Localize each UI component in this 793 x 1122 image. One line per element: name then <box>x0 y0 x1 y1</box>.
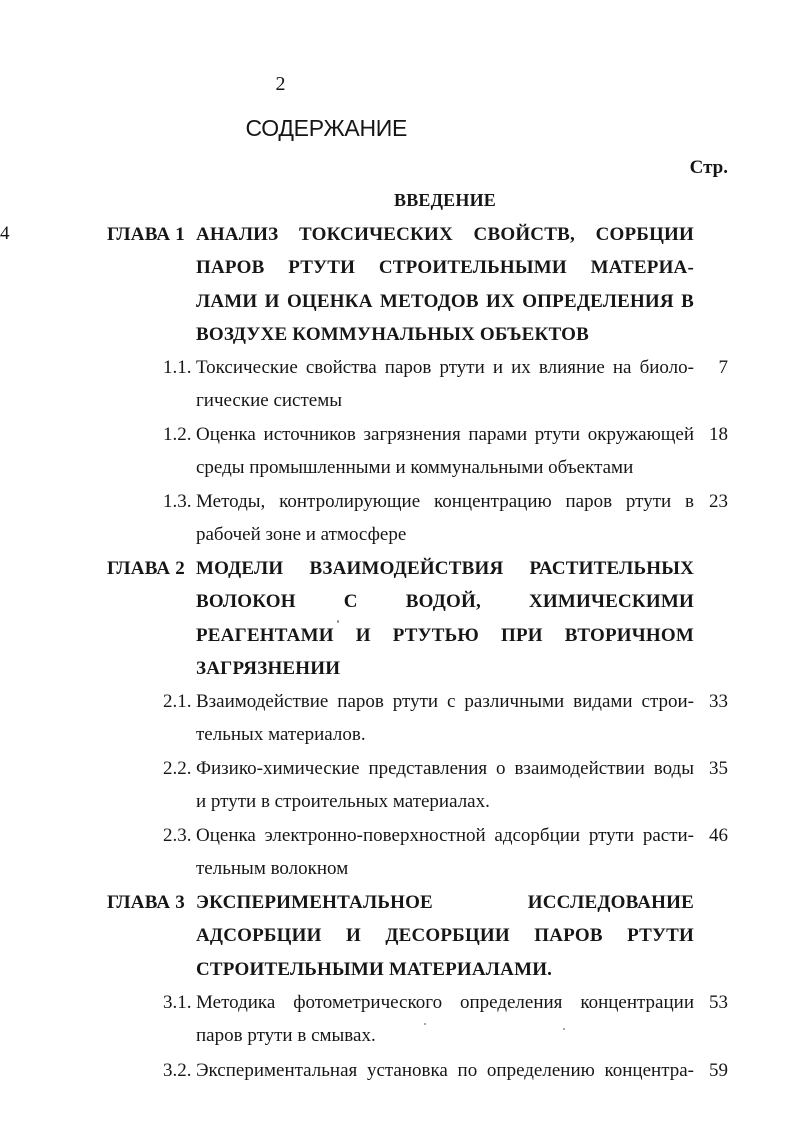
chapter-label: ГЛАВА 3 <box>107 892 185 913</box>
toc-line: паров ртути в смывах. <box>196 1025 376 1047</box>
toc-line: Оценка электронно-поверхностной адсорбции ртути расти- <box>196 825 694 846</box>
toc-entry-chapter-1 <box>0 218 793 352</box>
section-number: 1.1. <box>163 357 192 378</box>
section-page-number: 18 <box>709 424 728 445</box>
section-page-number: 46 <box>709 825 728 846</box>
toc-entry-section-1-2 <box>0 418 793 485</box>
section-page-number: 33 <box>709 691 728 712</box>
toc-line: рабочей зоне и атмосфере <box>196 524 407 546</box>
section-number: 2.3. <box>163 825 192 846</box>
toc-line: Взаимодействие паров ртути с различными видами строи- <box>196 691 694 712</box>
toc-line: Экспериментальная установка по определению концентра- <box>196 1060 694 1081</box>
section-title <box>196 351 694 418</box>
toc-line: ЛАМИ И ОЦЕНКА МЕТОДОВ ИХ ОПРЕДЕЛЕНИЯ В <box>196 290 694 312</box>
introduction-page-number: 4 <box>0 223 10 245</box>
section-title <box>196 685 694 752</box>
section-number: 3.1. <box>163 992 192 1013</box>
section-number: 1.3. <box>163 491 192 512</box>
toc-line: Оценка источников загрязнения парами ртути окружающей <box>196 424 694 445</box>
toc-entry-chapter-2 <box>0 552 793 686</box>
toc-entry-section-2-3 <box>0 819 793 886</box>
toc-line: ПАРОВ РТУТИ СТРОИТЕЛЬНЫМИ МАТЕРИА- <box>196 257 694 279</box>
toc-line: ЭКСПЕРИМЕНТАЛЬНОЕ ИССЛЕДОВАНИЕ <box>196 892 694 913</box>
section-number: 2.1. <box>163 691 192 712</box>
section-title <box>196 1054 694 1087</box>
section-page-number: 7 <box>718 357 728 378</box>
toc-line: гические системы <box>196 390 342 412</box>
toc-line: тельным волокном <box>196 858 349 880</box>
toc-entry-section-2-1 <box>0 685 793 752</box>
section-number: 2.2. <box>163 758 192 779</box>
page-title: СОДЕРЖАНИЕ <box>245 115 408 141</box>
toc-line: ВОЛОКОН С ВОДОЙ, ХИМИЧЕСКИМИ <box>196 591 694 613</box>
toc-line: РЕАГЕНТАМИ И РТУТЬЮ ПРИ ВТОРИЧНОМ <box>196 624 694 646</box>
chapter-label: ГЛАВА 2 <box>107 558 185 579</box>
toc-entry-section-1-1 <box>0 351 793 418</box>
toc-entry-chapter-3 <box>0 886 793 986</box>
toc-line: СТРОИТЕЛЬНЫМИ МАТЕРИАЛАМИ. <box>196 958 553 980</box>
toc-line: Методика фотометрического определения концентрации <box>196 992 694 1013</box>
scan-speck <box>337 620 339 623</box>
toc-line: и ртути в строительных материалах. <box>196 791 490 813</box>
chapter-label: ГЛАВА 1 <box>107 224 185 245</box>
section-page-number: 35 <box>709 758 728 779</box>
toc-entry-section-2-2 <box>0 752 793 819</box>
scan-speck <box>563 1028 565 1030</box>
toc-line: АНАЛИЗ ТОКСИЧЕСКИХ СВОЙСТВ, СОРБЦИИ <box>196 224 694 245</box>
toc-entry-section-1-3 <box>0 485 793 552</box>
toc-entry-section-3-2 <box>0 1054 793 1087</box>
toc-line: Физико-химические представления о взаимодействии воды <box>196 758 694 779</box>
chapter-title <box>196 886 694 986</box>
toc-line: среды промышленными и коммунальными объектами <box>196 457 634 479</box>
section-page-number: 23 <box>709 491 728 512</box>
section-title <box>196 418 694 485</box>
toc-entry-section-3-1 <box>0 986 793 1053</box>
toc-line: АДСОРБЦИИ И ДЕСОРБЦИИ ПАРОВ РТУТИ <box>196 925 694 947</box>
introduction-label: ВВЕДЕНИЕ <box>393 190 496 210</box>
scan-speck <box>424 1023 426 1025</box>
chapter-title <box>196 552 694 686</box>
section-title <box>196 485 694 552</box>
section-title <box>196 752 694 819</box>
toc-line: МОДЕЛИ ВЗАИМОДЕЙСТВИЯ РАСТИТЕЛЬНЫХ <box>196 558 694 579</box>
toc-line: ВОЗДУХЕ КОММУНАЛЬНЫХ ОБЪЕКТОВ <box>196 324 590 346</box>
chapter-title <box>196 218 694 352</box>
section-title <box>196 986 694 1053</box>
toc-line: тельных материалов. <box>196 724 366 746</box>
section-page-number: 53 <box>709 992 728 1013</box>
toc-line: ЗАГРЯЗНЕНИИ <box>196 658 341 680</box>
page-column-label: Стр. <box>689 157 728 178</box>
section-page-number: 59 <box>709 1060 728 1081</box>
section-number: 3.2. <box>163 1060 192 1081</box>
section-title <box>196 819 694 886</box>
toc-line: Методы, контролирующие концентрацию паров ртути в <box>196 491 694 512</box>
page-number: 2 <box>275 73 286 95</box>
section-number: 1.2. <box>163 424 192 445</box>
toc-line: Токсические свойства паров ртути и их влияние на биоло- <box>196 357 694 378</box>
